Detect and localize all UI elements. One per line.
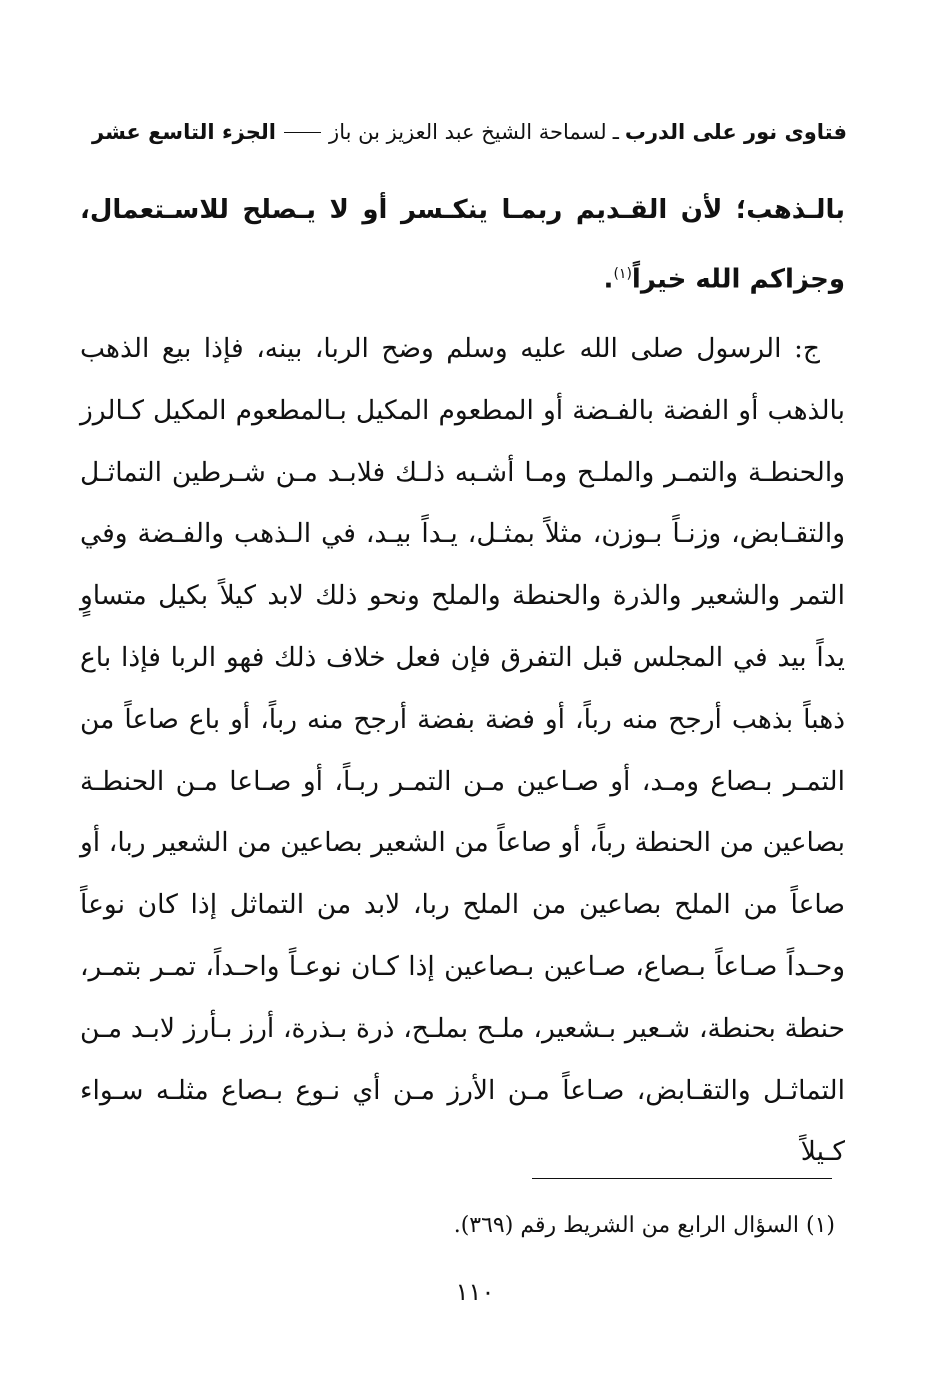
page-number: ١١٠ — [455, 1278, 495, 1306]
footnote: (١) السؤال الرابع من الشريط رقم (٣٦٩). — [453, 1213, 835, 1238]
volume-part: الجزء التاسع عشر — [92, 120, 276, 144]
footnote-separator — [532, 1178, 832, 1179]
question-end: . — [603, 264, 614, 295]
author-credit: لسماحة الشيخ عبد العزيز بن باز — [329, 120, 607, 144]
running-header — [92, 112, 847, 152]
answer-text: ج: الرسول صلى الله عليه وسلم وضح الربا، بينه، فإذا بيع الذهب بالذهب أو الفضة بالفـضة أو المطعوم المكيل بـالمطعوم المكيل كـالرز والحنطـة والتمـر والملـح ومـا أشـبه ذلـك فلابـد مـن شـرطين التماثـل والتقـابض، وزنـاً بـوزن، مثلاً بمثـل، يـداً بيـد، في الـذهب والفـضة وفي التمر والشعير والذرة والحنطة والملح ونحو ذلك لابد كيلاً بكيل متساوٍ يداً بيد في المجلس قبل التفرق فإن فعل خلاف ذلك فهو الربا فإذا باع ذهباً بذهب أرجح منه رباً، أو فضة بفضة أرجح منه رباً، أو باع صاعاً من التمـر بـصاع ومـد، أو صـاعين مـن التمـر ربـاً، أو صـاعا مـن الحنطـة بصاعين من الحنطة رباً، أو صاعاً من الشعير بصاعين من الشعير ربا، أو صاعاً من الملح بصاعين من الملح ربا، لابد من التماثل إذا كان نوعاً وحـداً صـاعاً بـصاع، صـاعين بـصاعين إذا كـان نوعـاً واحـداً، تمـر بتمـر، حنطة بحنطة، شـعير بـشعير، ملـح بملـح، ذرة بـذرة، أرز بـأرز لابـد مـن التماثـل والتقـابض، صـاعاً مـن الأرز مـن أي نـوع بـصاع مثلـه سـواء كـيلاً — [80, 333, 845, 1168]
book-title: فتاوى نور على الدرب — [624, 120, 847, 144]
title-separator: ـ — [612, 120, 619, 144]
header-rule — [284, 132, 321, 133]
question-body: بالـذهب؛ لأن القـديم ربمـا ينكـسر أو لا يـصلح للاسـتعمال، وجزاكم الله خيراً — [80, 195, 845, 295]
footnote-reference: (١) — [613, 266, 632, 282]
question-text — [80, 178, 845, 312]
